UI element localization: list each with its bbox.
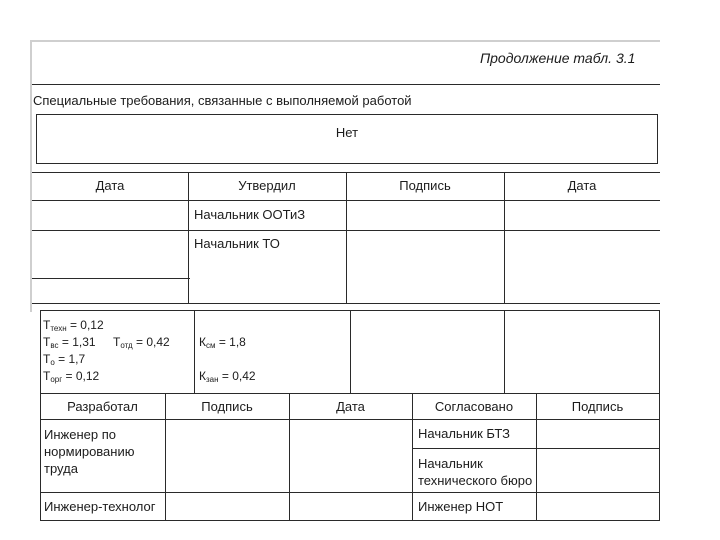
approver-ootiz: Начальник ООТиЗ <box>194 207 306 222</box>
t-auxiliary: $T_{вс} = 1,31$ <box>43 335 96 350</box>
scan-margin-left <box>30 40 32 312</box>
t-main: $T_о = 1,7$ <box>43 352 86 367</box>
special-requirements-label: Специальные требования, связанные с выполняемой работой <box>33 93 412 108</box>
k-employment: $К_{зан} = 0,42$ <box>199 369 256 384</box>
developer-process-engineer: Инженер-технолог <box>44 499 156 514</box>
t-organizational: $T_{орг} = 0,12$ <box>43 369 100 384</box>
t-rest: $T_{отд} = 0,42$ <box>113 335 170 350</box>
special-requirements-value: Нет <box>335 125 359 140</box>
approver-btz: Начальник БТЗ <box>418 426 511 441</box>
approval-header-signature: Подпись <box>399 178 451 193</box>
approval-header-approved: Утвердил <box>238 178 296 193</box>
t-technical: $T_{техн} = 0,12$ <box>43 318 104 333</box>
continuation-label: Продолжение табл. 3.1 <box>480 50 636 66</box>
header-rule <box>32 84 660 85</box>
signoff-header-signature: Подпись <box>201 399 253 414</box>
developer-labor-norming-engineer: Инженер по нормированию труда <box>44 427 135 476</box>
approval-header-date: Дата <box>95 178 125 193</box>
k-shift: $К_{см} = 1,8$ <box>199 335 246 350</box>
approver-technical-bureau: Начальник технического бюро <box>418 456 533 488</box>
signoff-header-agreed: Согласовано <box>434 399 514 414</box>
signoff-header-developed: Разработал <box>67 399 138 414</box>
approver-to: Начальник ТО <box>194 236 280 251</box>
signoff-header-date: Дата <box>336 399 365 414</box>
scan-margin-top <box>30 40 660 42</box>
signoff-header-signature-2: Подпись <box>571 399 624 414</box>
approval-header-date-2: Дата <box>567 178 597 193</box>
approver-not-engineer: Инженер НОТ <box>418 499 504 514</box>
